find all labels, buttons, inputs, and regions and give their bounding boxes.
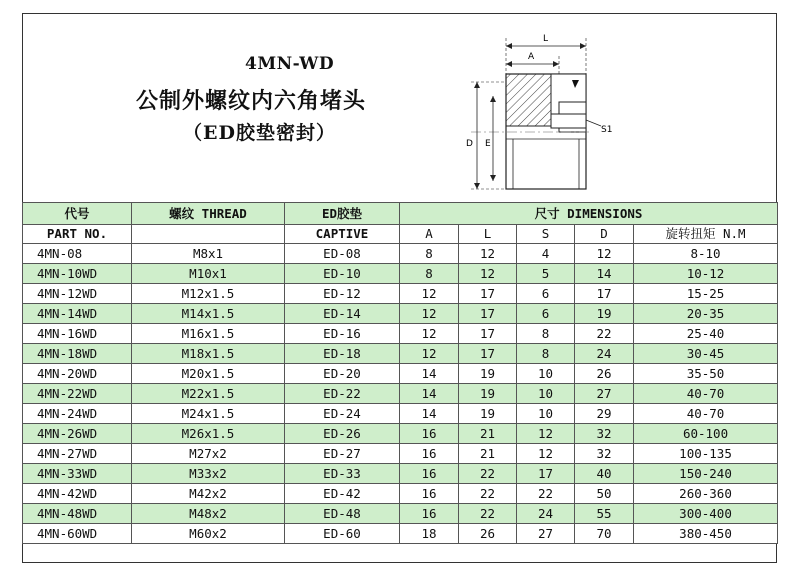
- cell-captive: ED-14: [285, 304, 400, 324]
- cell-captive: ED-33: [285, 464, 400, 484]
- header-captive-cn: ED胶垫: [285, 203, 400, 225]
- cell-captive: ED-12: [285, 284, 400, 304]
- cell-a: 16: [400, 504, 459, 524]
- cell-d: 17: [575, 284, 634, 304]
- cell-d: 22: [575, 324, 634, 344]
- cell-s: 5: [517, 264, 575, 284]
- table-row: [23, 364, 778, 384]
- table-row: [23, 244, 778, 264]
- cell-a: 8: [400, 264, 459, 284]
- cell-d: 50: [575, 484, 634, 504]
- table-row: [23, 284, 778, 304]
- cell-a: 16: [400, 484, 459, 504]
- cell-torque: 380-450: [634, 524, 778, 544]
- cell-a: 16: [400, 444, 459, 464]
- cell-part: 4MN-16WD: [23, 324, 132, 344]
- header-thread-blank: [132, 225, 285, 244]
- cell-thread: M10x1: [132, 264, 285, 284]
- cell-s: 22: [517, 484, 575, 504]
- cell-d: 55: [575, 504, 634, 524]
- cell-s: 27: [517, 524, 575, 544]
- spec-table: [22, 202, 778, 544]
- header-part-cn: 代号: [23, 203, 132, 225]
- cell-part: 4MN-42WD: [23, 484, 132, 504]
- cell-torque: 40-70: [634, 384, 778, 404]
- product-name: 公制外螺纹内六角堵头: [136, 88, 367, 114]
- cell-thread: M20x1.5: [132, 364, 285, 384]
- table-row: [23, 344, 778, 364]
- cell-part: 4MN-26WD: [23, 424, 132, 444]
- cell-captive: ED-26: [285, 424, 400, 444]
- dim-label-l: L: [543, 34, 549, 44]
- cell-l: 22: [459, 464, 517, 484]
- cell-torque: 20-35: [634, 304, 778, 324]
- dim-label-a: A: [528, 52, 535, 62]
- cell-l: 26: [459, 524, 517, 544]
- table-row: [23, 404, 778, 424]
- cell-torque: 15-25: [634, 284, 778, 304]
- cell-a: 16: [400, 464, 459, 484]
- cell-s: 4: [517, 244, 575, 264]
- cell-torque: 150-240: [634, 464, 778, 484]
- cell-part: 4MN-18WD: [23, 344, 132, 364]
- cell-part: 4MN-22WD: [23, 384, 132, 404]
- cell-thread: M33x2: [132, 464, 285, 484]
- cell-d: 40: [575, 464, 634, 484]
- cell-captive: ED-08: [285, 244, 400, 264]
- cell-torque: 35-50: [634, 364, 778, 384]
- table-row: [23, 524, 778, 544]
- cell-part: 4MN-27WD: [23, 444, 132, 464]
- table-row: [23, 304, 778, 324]
- cell-l: 17: [459, 284, 517, 304]
- model-title: 4MN-WD: [245, 54, 335, 74]
- table-row: [23, 264, 778, 284]
- cell-torque: 10-12: [634, 264, 778, 284]
- cell-d: 29: [575, 404, 634, 424]
- table-row: [23, 444, 778, 464]
- cell-thread: M24x1.5: [132, 404, 285, 424]
- cell-thread: M16x1.5: [132, 324, 285, 344]
- cell-d: 19: [575, 304, 634, 324]
- cell-thread: M18x1.5: [132, 344, 285, 364]
- cell-part: 4MN-12WD: [23, 284, 132, 304]
- cell-a: 14: [400, 404, 459, 424]
- header-col-s: S: [517, 225, 575, 244]
- cell-l: 12: [459, 264, 517, 284]
- cell-torque: 40-70: [634, 404, 778, 424]
- cell-torque: 260-360: [634, 484, 778, 504]
- cell-part: 4MN-60WD: [23, 524, 132, 544]
- header-col-a: A: [400, 225, 459, 244]
- cell-d: 12: [575, 244, 634, 264]
- cell-s: 12: [517, 444, 575, 464]
- cell-l: 21: [459, 444, 517, 464]
- header-col-l: L: [459, 225, 517, 244]
- cell-part: 4MN-33WD: [23, 464, 132, 484]
- cell-a: 12: [400, 304, 459, 324]
- dim-label-d: D: [466, 139, 473, 149]
- cell-l: 19: [459, 384, 517, 404]
- cell-torque: 25-40: [634, 324, 778, 344]
- cell-l: 17: [459, 304, 517, 324]
- cell-a: 12: [400, 324, 459, 344]
- cell-d: 26: [575, 364, 634, 384]
- cell-l: 22: [459, 504, 517, 524]
- table-row: [23, 424, 778, 444]
- title-block: [23, 14, 776, 201]
- cell-thread: M12x1.5: [132, 284, 285, 304]
- cell-d: 14: [575, 264, 634, 284]
- cell-torque: 60-100: [634, 424, 778, 444]
- cell-s: 10: [517, 364, 575, 384]
- header-dimensions: 尺寸 DIMENSIONS: [400, 203, 778, 225]
- cell-captive: ED-48: [285, 504, 400, 524]
- cell-d: 32: [575, 444, 634, 464]
- cell-a: 12: [400, 284, 459, 304]
- cell-captive: ED-20: [285, 364, 400, 384]
- cell-thread: M14x1.5: [132, 304, 285, 324]
- cell-l: 22: [459, 484, 517, 504]
- cell-part: 4MN-20WD: [23, 364, 132, 384]
- header-captive-en: CAPTIVE: [285, 225, 400, 244]
- cell-s: 17: [517, 464, 575, 484]
- cell-torque: 100-135: [634, 444, 778, 464]
- seal-type: （ED胶垫密封）: [183, 122, 336, 144]
- cell-d: 27: [575, 384, 634, 404]
- cell-l: 17: [459, 324, 517, 344]
- cell-a: 14: [400, 384, 459, 404]
- cell-part: 4MN-14WD: [23, 304, 132, 324]
- header-thread: 螺纹 THREAD: [132, 203, 285, 225]
- cell-s: 10: [517, 384, 575, 404]
- cell-s: 12: [517, 424, 575, 444]
- cell-part: 4MN-08: [23, 244, 132, 264]
- cell-part: 4MN-24WD: [23, 404, 132, 424]
- cell-thread: M48x2: [132, 504, 285, 524]
- technical-drawing: [441, 16, 631, 198]
- dim-label-s1: S1: [601, 125, 613, 135]
- cell-s: 10: [517, 404, 575, 424]
- cell-a: 18: [400, 524, 459, 544]
- cell-torque: 300-400: [634, 504, 778, 524]
- cell-a: 12: [400, 344, 459, 364]
- cell-captive: ED-16: [285, 324, 400, 344]
- cell-s: 6: [517, 284, 575, 304]
- cell-d: 32: [575, 424, 634, 444]
- cell-a: 14: [400, 364, 459, 384]
- spec-rows: [23, 244, 778, 544]
- cell-captive: ED-10: [285, 264, 400, 284]
- cell-d: 70: [575, 524, 634, 544]
- table-row: [23, 484, 778, 504]
- cell-captive: ED-24: [285, 404, 400, 424]
- cell-part: 4MN-48WD: [23, 504, 132, 524]
- cell-l: 17: [459, 344, 517, 364]
- table-row: [23, 504, 778, 524]
- cell-thread: M22x1.5: [132, 384, 285, 404]
- cell-d: 24: [575, 344, 634, 364]
- cell-captive: ED-22: [285, 384, 400, 404]
- cell-captive: ED-60: [285, 524, 400, 544]
- cell-thread: M42x2: [132, 484, 285, 504]
- cell-s: 6: [517, 304, 575, 324]
- header-torque: 旋转扭矩 N.M: [634, 225, 778, 244]
- cell-torque: 30-45: [634, 344, 778, 364]
- cell-thread: M8x1: [132, 244, 285, 264]
- dim-label-e: E: [485, 139, 491, 149]
- cell-torque: 8-10: [634, 244, 778, 264]
- cell-s: 24: [517, 504, 575, 524]
- cell-thread: M27x2: [132, 444, 285, 464]
- cell-l: 19: [459, 404, 517, 424]
- cell-a: 16: [400, 424, 459, 444]
- cell-s: 8: [517, 324, 575, 344]
- cell-captive: ED-42: [285, 484, 400, 504]
- spec-sheet: [22, 13, 777, 563]
- table-row: [23, 384, 778, 404]
- cell-s: 8: [517, 344, 575, 364]
- cell-captive: ED-18: [285, 344, 400, 364]
- header-part-en: PART NO.: [23, 225, 132, 244]
- cell-thread: M26x1.5: [132, 424, 285, 444]
- cell-captive: ED-27: [285, 444, 400, 464]
- cell-l: 12: [459, 244, 517, 264]
- cell-l: 21: [459, 424, 517, 444]
- cell-part: 4MN-10WD: [23, 264, 132, 284]
- table-row: [23, 324, 778, 344]
- header-col-d: D: [575, 225, 634, 244]
- cell-l: 19: [459, 364, 517, 384]
- cell-thread: M60x2: [132, 524, 285, 544]
- cell-a: 8: [400, 244, 459, 264]
- table-row: [23, 464, 778, 484]
